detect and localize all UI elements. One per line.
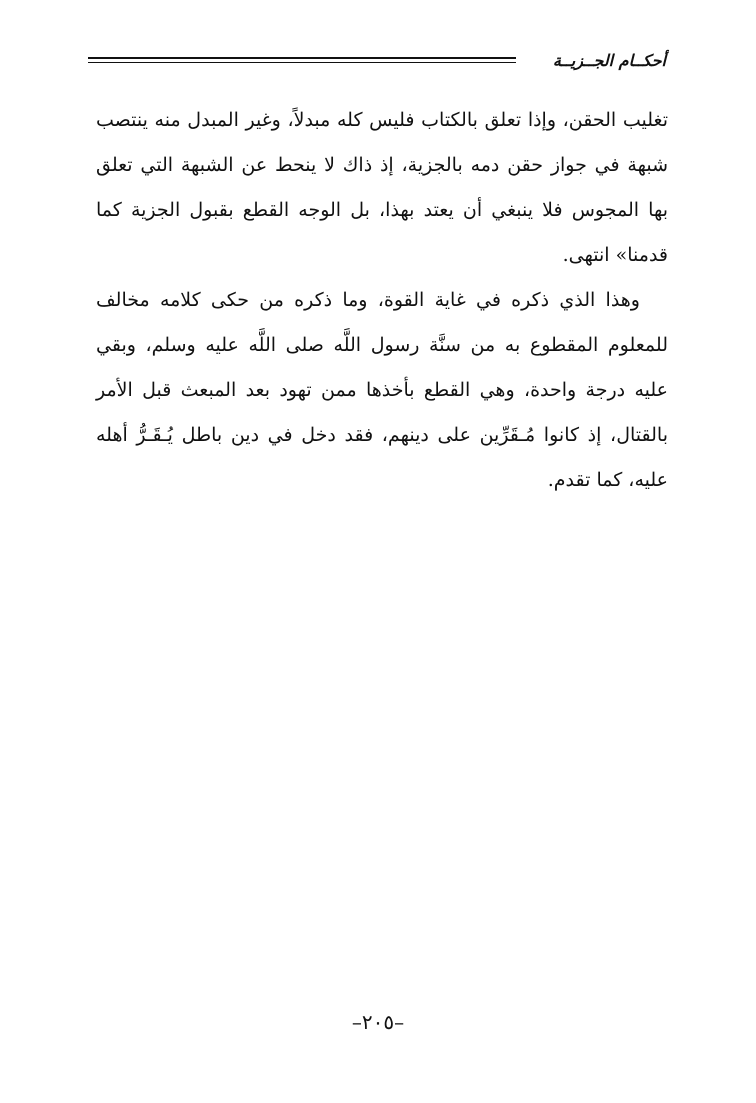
header-rule-thin [88,62,516,63]
header-title: أحكــام الجــزيــة [547,50,666,72]
body-text [96,98,668,503]
paragraph-1: تغليب الحقن، وإذا تعلق بالكتاب فليس كله مبدلاً، وغير المبدل منه ينتصب شبهة في جواز حقن دمه بالجزية، إذ ذاك لا ينحط عن الشبهة التي تعلق بها المجوس فلا ينبغي أن يعتد بهذا، بل الوجه القطع بقبول الجزية كما قدمنا» انتهى. [96,109,668,266]
page-number: –٢٠٥– [351,1010,405,1034]
paragraph-2: وهذا الذي ذكره في غاية القوة، وما ذكره من حكى كلامه مخالف للمعلوم المقطوع به من سنَّة رسول اللَّه صلى اللَّه عليه وسلم، وبقي عليه درجة واحدة، وهي القطع بأخذها ممن تهود بعد المبعث قبل الأمر بالقتال، إذ كانوا مُـقَرِّين على دينهم، فقد دخل في دين باطل يُـقَـرُّ أهله عليه، كما تقدم. [96,289,668,491]
header-rule-thick [88,57,516,59]
running-header [88,50,666,74]
